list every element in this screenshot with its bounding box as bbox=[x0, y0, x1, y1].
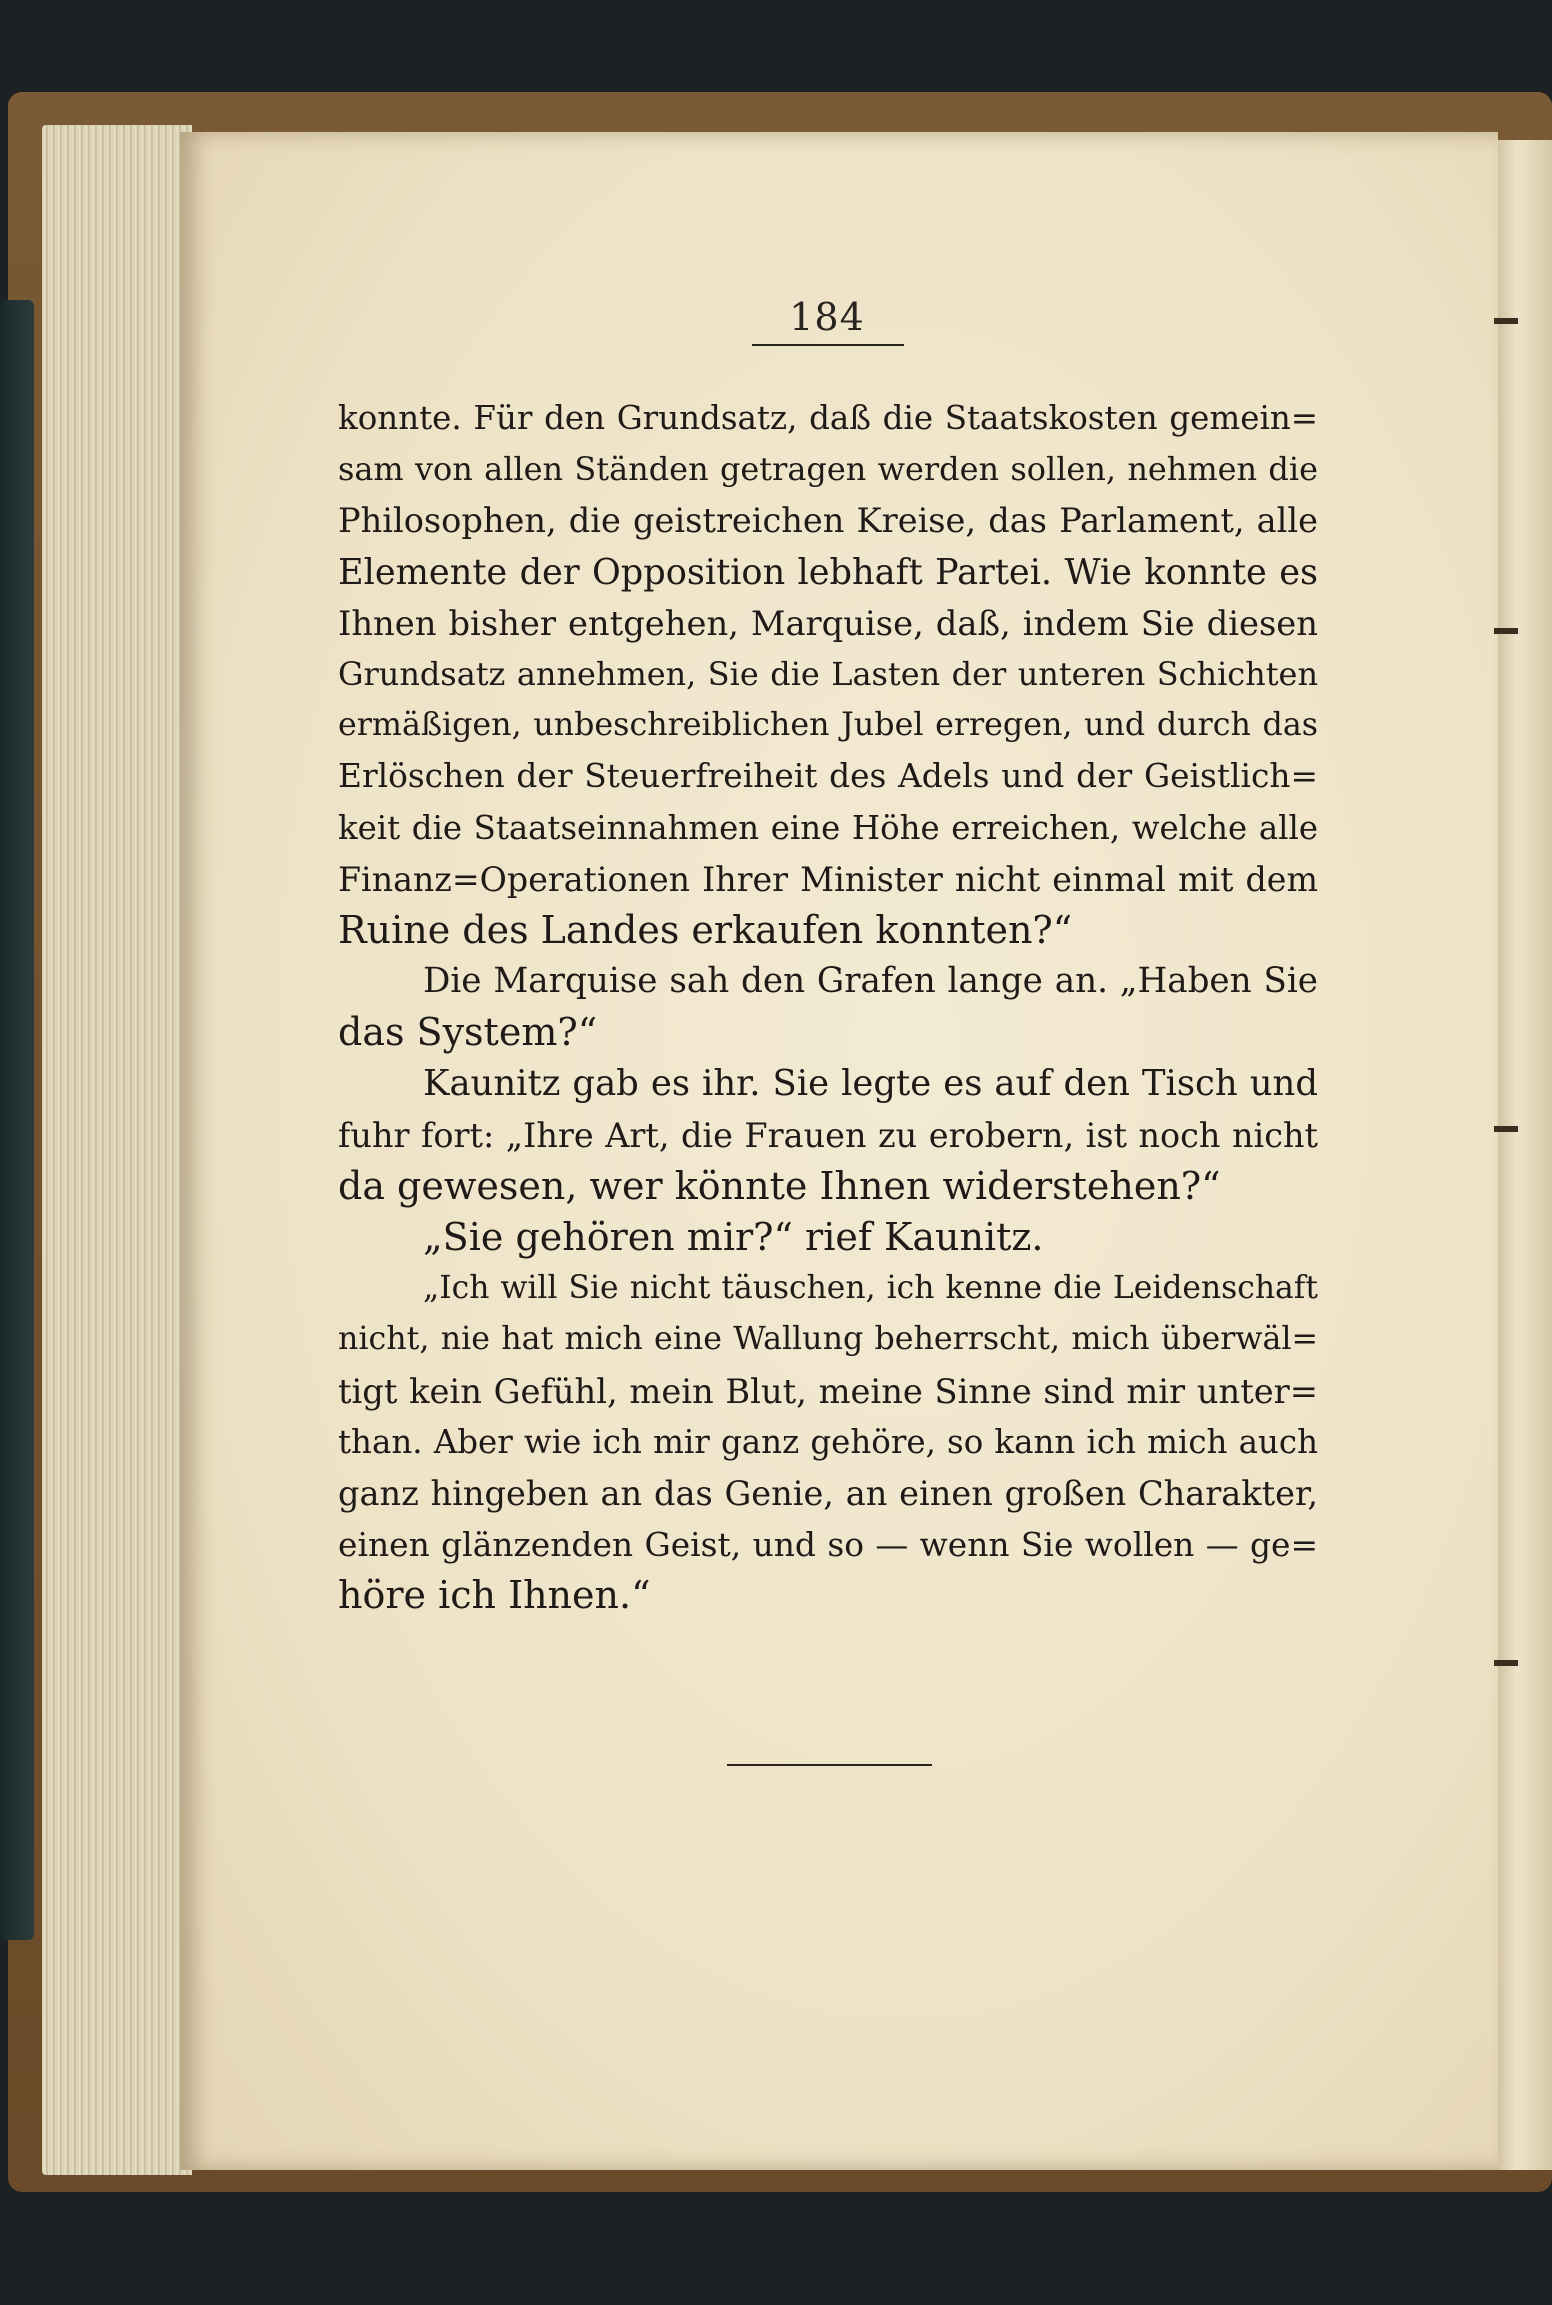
page-tab-marker bbox=[1494, 1126, 1518, 1132]
end-rule bbox=[727, 1764, 932, 1766]
text-line: „Ich will Sie nicht täuschen, ich kenne die Leidenschaft bbox=[423, 1270, 1318, 1307]
header-rule bbox=[752, 344, 904, 346]
text-line: Finanz=Operationen Ihrer Minister nicht einmal mit dem bbox=[338, 859, 1318, 899]
text-line: tigt kein Gefühl, mein Blut, meine Sinne sind mir unter= bbox=[338, 1371, 1318, 1411]
page-edges-left bbox=[42, 125, 192, 2175]
page-tab-marker bbox=[1494, 318, 1518, 324]
text-line: ermäßigen, unbeschreiblichen Jubel erregen, und durch das bbox=[338, 707, 1318, 744]
text-line: Kaunitz gab es ihr. Sie legte es auf den Tisch und bbox=[423, 1063, 1318, 1105]
page-tab-marker bbox=[1494, 1660, 1518, 1666]
text-line: than. Aber wie ich mir ganz gehöre, so kann ich mich auch bbox=[338, 1422, 1318, 1461]
text-line: höre ich Ihnen.“ bbox=[338, 1573, 651, 1618]
text-line: „Sie gehören mir?“ rief Kaunitz. bbox=[423, 1215, 1044, 1259]
text-line: Ruine des Landes erkaufen konnten?“ bbox=[338, 907, 1073, 952]
page-tab-marker bbox=[1494, 628, 1518, 634]
text-line: fuhr fort: „Ihre Art, die Frauen zu erobern, ist noch nicht bbox=[338, 1115, 1318, 1155]
text-line: Die Marquise sah den Grafen lange an. „Haben Sie bbox=[423, 961, 1318, 1002]
text-line: keit die Staatseinnahmen eine Höhe erreichen, welche alle bbox=[338, 808, 1318, 847]
text-line: nicht, nie hat mich eine Wallung beherrscht, mich überwäl= bbox=[338, 1321, 1318, 1358]
text-line: das System?“ bbox=[338, 1010, 598, 1055]
text-line: Ihnen bisher entgehen, Marquise, daß, indem Sie diesen bbox=[338, 603, 1318, 643]
text-line: Erlöschen der Steuerfreiheit des Adels und der Geistlich= bbox=[338, 757, 1318, 796]
text-line: Philosophen, die geistreichen Kreise, das Parlament, alle bbox=[338, 501, 1318, 541]
text-line: Grundsatz annehmen, Sie die Lasten der unteren Schichten bbox=[338, 654, 1318, 693]
text-line: einen glänzenden Geist, und so — wenn Sie wollen — ge= bbox=[338, 1525, 1318, 1565]
text-line: konnte. Für den Grundsatz, daß die Staatskosten gemein= bbox=[338, 399, 1318, 437]
text-line: Elemente der Opposition lebhaft Partei. Wie konnte es bbox=[338, 551, 1318, 593]
cover-spine bbox=[0, 300, 34, 1940]
body-text bbox=[338, 393, 1318, 1622]
text-line: da gewesen, wer könnte Ihnen widerstehen?“ bbox=[338, 1163, 1221, 1208]
text-line: sam von allen Ständen getragen werden sollen, nehmen die bbox=[338, 450, 1318, 489]
page-edges-right bbox=[1494, 140, 1552, 2170]
text-line: ganz hingeben an das Genie, an einen großen Charakter, bbox=[338, 1473, 1318, 1513]
page-number: 184 bbox=[789, 295, 865, 339]
